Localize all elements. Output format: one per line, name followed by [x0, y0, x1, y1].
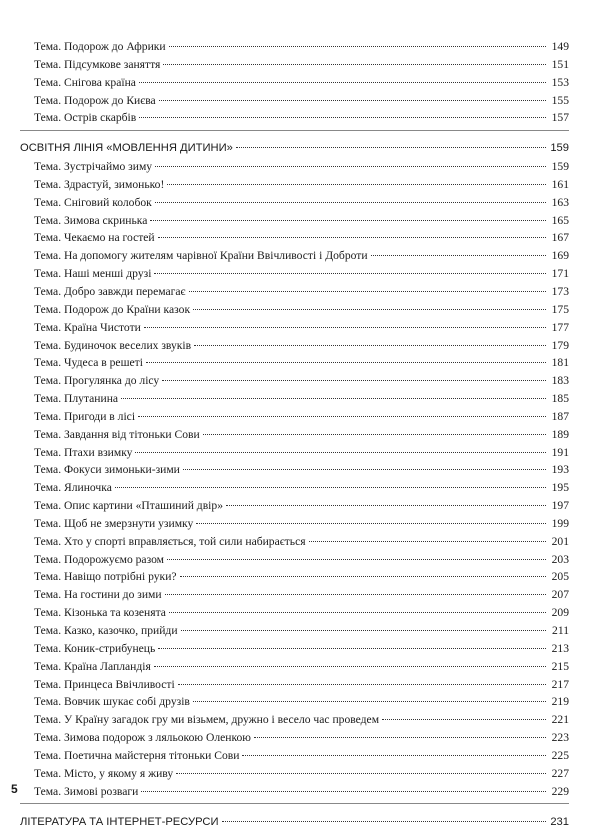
entry-page: 213	[551, 641, 569, 655]
toc-entry	[34, 319, 569, 337]
entry-page: 203	[551, 552, 569, 566]
dot-leader	[176, 773, 546, 774]
entry-page: 187	[551, 409, 569, 423]
dot-leader	[154, 273, 546, 274]
dot-leader	[194, 345, 546, 346]
entry-title: Тема. Будиночок веселих звуків	[34, 338, 192, 352]
dot-leader	[178, 684, 546, 685]
toc-entry	[34, 479, 569, 497]
dot-leader	[169, 612, 546, 613]
entry-page: 197	[551, 499, 569, 513]
dot-leader	[138, 416, 546, 417]
entry-title: Тема. Пригоди в лісі	[34, 409, 136, 423]
toc-entry	[34, 265, 569, 283]
dot-leader	[193, 701, 546, 702]
entry-page: 189	[551, 427, 569, 441]
entry-page: 193	[551, 463, 569, 477]
entry-title: Тема. Зимові розваги	[34, 784, 139, 798]
dot-leader	[150, 220, 546, 221]
entry-page: 161	[551, 177, 569, 191]
dot-leader	[162, 380, 546, 381]
dot-leader	[158, 648, 546, 649]
section-page: 231	[550, 816, 569, 829]
entry-title: Тема. Кізонька та козенята	[34, 606, 166, 620]
dot-leader	[135, 452, 546, 453]
dot-leader	[169, 46, 546, 47]
entry-title: Тема. Хто у спорті вправляється, той сили набирається	[34, 534, 306, 548]
section-divider	[20, 130, 569, 131]
dot-leader	[203, 434, 546, 435]
entry-page: 219	[551, 695, 569, 709]
dot-leader	[158, 237, 546, 238]
toc-entry	[34, 283, 569, 301]
entry-title: Тема. Опис картини «Пташиний двір»	[34, 499, 223, 513]
entry-title: Тема. На допомогу жителям чарівної Країни Ввічливості і Доброти	[34, 249, 368, 263]
entry-title: Тема. Добро завжди перемагає	[34, 284, 186, 298]
entry-page: 227	[551, 766, 569, 780]
toc-entry	[34, 765, 569, 783]
dot-leader	[181, 630, 546, 631]
entry-title: Тема. Сніговий колобок	[34, 195, 152, 209]
dot-leader	[159, 100, 546, 101]
toc-entry	[34, 729, 569, 747]
page-number: 5	[11, 782, 18, 796]
dot-leader	[139, 117, 546, 118]
entry-page: 211	[552, 624, 569, 637]
entry-page: 205	[551, 570, 569, 584]
toc-entry	[34, 372, 569, 390]
entry-title: Тема. Подорож до Києва	[34, 93, 156, 107]
toc-entry	[34, 337, 569, 355]
section-page: 159	[550, 142, 569, 155]
toc-entry	[34, 444, 569, 462]
toc-entry	[34, 176, 569, 194]
dot-leader	[121, 398, 546, 399]
entry-page: 199	[551, 516, 569, 530]
entry-page: 229	[551, 784, 569, 798]
entry-page: 155	[551, 93, 569, 107]
dot-leader	[163, 64, 546, 65]
dot-leader	[242, 755, 546, 756]
dot-leader	[167, 184, 546, 185]
dot-leader	[309, 541, 546, 542]
entry-title: Тема. Зимова скринька	[34, 213, 148, 227]
entry-page: 223	[551, 731, 569, 745]
toc-entry	[34, 533, 569, 551]
entry-page: 181	[551, 356, 569, 370]
dot-leader	[189, 291, 546, 292]
toc-entry	[34, 604, 569, 622]
entry-title: Тема. Завдання від тітоньки Сови	[34, 427, 200, 441]
entry-page: 175	[551, 302, 569, 316]
section-divider	[20, 803, 569, 804]
entry-page: 153	[551, 75, 569, 89]
dot-leader	[180, 576, 546, 577]
section-heading-speech	[20, 140, 569, 158]
entry-title: Тема. Принцеса Ввічливості	[34, 677, 175, 691]
entry-title: Тема. Чудеса в решеті	[34, 356, 143, 370]
entry-title: Тема. Місто, у якому я живу	[34, 766, 174, 780]
entry-page: 177	[551, 320, 569, 334]
section-heading-literature	[20, 814, 569, 832]
entry-page: 167	[551, 231, 569, 245]
entry-title: Тема. Острів скарбів	[34, 111, 137, 125]
toc-entry	[34, 92, 569, 110]
dot-leader	[222, 821, 546, 822]
toc-entry	[34, 408, 569, 426]
entry-title: Тема. Подорож до Африки	[34, 40, 166, 53]
dot-leader	[141, 791, 546, 792]
entry-title: Тема. Зустрічаймо зиму	[34, 160, 153, 174]
dot-leader	[155, 166, 546, 167]
toc-entry	[34, 515, 569, 533]
intro-entry-list	[34, 38, 569, 127]
toc-entry	[34, 640, 569, 658]
entry-title: Тема. Фокуси зимоньки-зими	[34, 463, 180, 477]
entry-title: Тема. Навіщо потрібні руки?	[34, 570, 177, 584]
toc-entry	[34, 551, 569, 569]
toc-entry	[34, 426, 569, 444]
entry-page: 195	[551, 481, 569, 495]
dot-leader	[236, 147, 546, 148]
entry-page: 191	[551, 445, 569, 459]
dot-leader	[165, 594, 546, 595]
entry-page: 169	[551, 249, 569, 263]
dot-leader	[154, 666, 546, 667]
entry-page: 183	[551, 374, 569, 388]
entry-page: 201	[551, 534, 569, 548]
entry-title: Тема. Зимова подорож з ляльокою Оленкою	[34, 731, 251, 745]
toc-entry	[34, 461, 569, 479]
speech-entry-list	[34, 158, 569, 800]
entry-title: Тема. Здрастуй, зимонько!	[34, 177, 165, 191]
entry-title: Тема. Казко, казочко, прийди	[34, 624, 178, 637]
entry-title: Тема. Вовчик шукає собі друзів	[34, 695, 190, 709]
entry-title: Тема. У Країну загадок гру ми візьмем, дружно і весело час проведем	[34, 713, 380, 727]
entry-title: Тема. Снігова країна	[34, 75, 136, 89]
toc-entry	[34, 74, 569, 92]
entry-title: Тема. Країна Чистоти	[34, 320, 141, 334]
dot-leader	[139, 82, 546, 83]
toc-entry	[34, 693, 569, 711]
entry-title: Тема. Щоб не змерзнути узимку	[34, 516, 194, 530]
toc-entry	[34, 497, 569, 515]
toc-entry	[34, 390, 569, 408]
dot-leader	[115, 487, 546, 488]
entry-page: 225	[551, 748, 569, 762]
toc-entry	[34, 676, 569, 694]
toc-entry	[34, 229, 569, 247]
toc-entry	[34, 783, 569, 801]
entry-title: Тема. Подорож до Країни казок	[34, 302, 191, 316]
entry-page: 185	[551, 392, 569, 406]
entry-title: Тема. Наші менші друзі	[34, 267, 152, 281]
entry-title: Тема. Прогулянка до лісу	[34, 374, 160, 388]
toc-entry	[34, 354, 569, 372]
entry-page: 173	[551, 284, 569, 298]
toc-entry	[34, 568, 569, 586]
toc-entry	[34, 301, 569, 319]
entry-title: Тема. Країна Лапландія	[34, 659, 151, 673]
entry-title: Тема. Підсумкове заняття	[34, 57, 161, 71]
section-title: ЛІТЕРАТУРА ТА ІНТЕРНЕТ-РЕСУРСИ	[20, 816, 219, 829]
dot-leader	[226, 505, 546, 506]
entry-page: 217	[551, 677, 569, 691]
entry-page: 159	[551, 160, 569, 174]
entry-title: Тема. Коник-стрибунець	[34, 641, 156, 655]
entry-page: 179	[551, 338, 569, 352]
toc-entry	[34, 194, 569, 212]
entry-page: 165	[551, 213, 569, 227]
entry-title: Тема. Подорожуємо разом	[34, 552, 165, 566]
toc-entry	[34, 747, 569, 765]
toc-entry	[34, 56, 569, 74]
toc-entry	[34, 109, 569, 127]
entry-page: 207	[551, 588, 569, 602]
entry-title: Тема. Ялиночка	[34, 481, 112, 495]
entry-page: 149	[551, 40, 569, 53]
toc-entry	[34, 586, 569, 604]
dot-leader	[155, 202, 546, 203]
toc-entry	[34, 247, 569, 265]
entry-title: Тема. Птахи взимку	[34, 445, 133, 459]
entry-title: Тема. Поетична майстерня тітоньки Сови	[34, 748, 240, 762]
toc-entry	[34, 212, 569, 230]
entry-title: Тема. Чекаємо на гостей	[34, 231, 155, 245]
dot-leader	[371, 255, 546, 256]
entry-page: 151	[551, 57, 569, 71]
entry-title: Тема. На гостини до зими	[34, 588, 162, 602]
dot-leader	[144, 327, 546, 328]
dot-leader	[146, 362, 546, 363]
toc-entry	[34, 158, 569, 176]
dot-leader	[167, 559, 546, 560]
entry-page: 171	[551, 267, 569, 281]
section-title: ОСВІТНЯ ЛІНІЯ «МОВЛЕННЯ ДИТИНИ»	[20, 142, 233, 155]
toc-entry	[34, 622, 569, 640]
entry-page: 163	[551, 195, 569, 209]
entry-page: 215	[551, 659, 569, 673]
dot-leader	[382, 719, 546, 720]
entry-title: Тема. Плутанина	[34, 392, 119, 406]
dot-leader	[183, 469, 546, 470]
toc-entry	[34, 658, 569, 676]
toc-entry	[34, 38, 569, 56]
dot-leader	[193, 309, 546, 310]
entry-page: 157	[551, 111, 569, 125]
table-of-contents	[20, 38, 569, 832]
dot-leader	[196, 523, 546, 524]
entry-page: 221	[551, 713, 569, 727]
entry-page: 209	[551, 606, 569, 620]
toc-entry	[34, 711, 569, 729]
dot-leader	[254, 737, 546, 738]
